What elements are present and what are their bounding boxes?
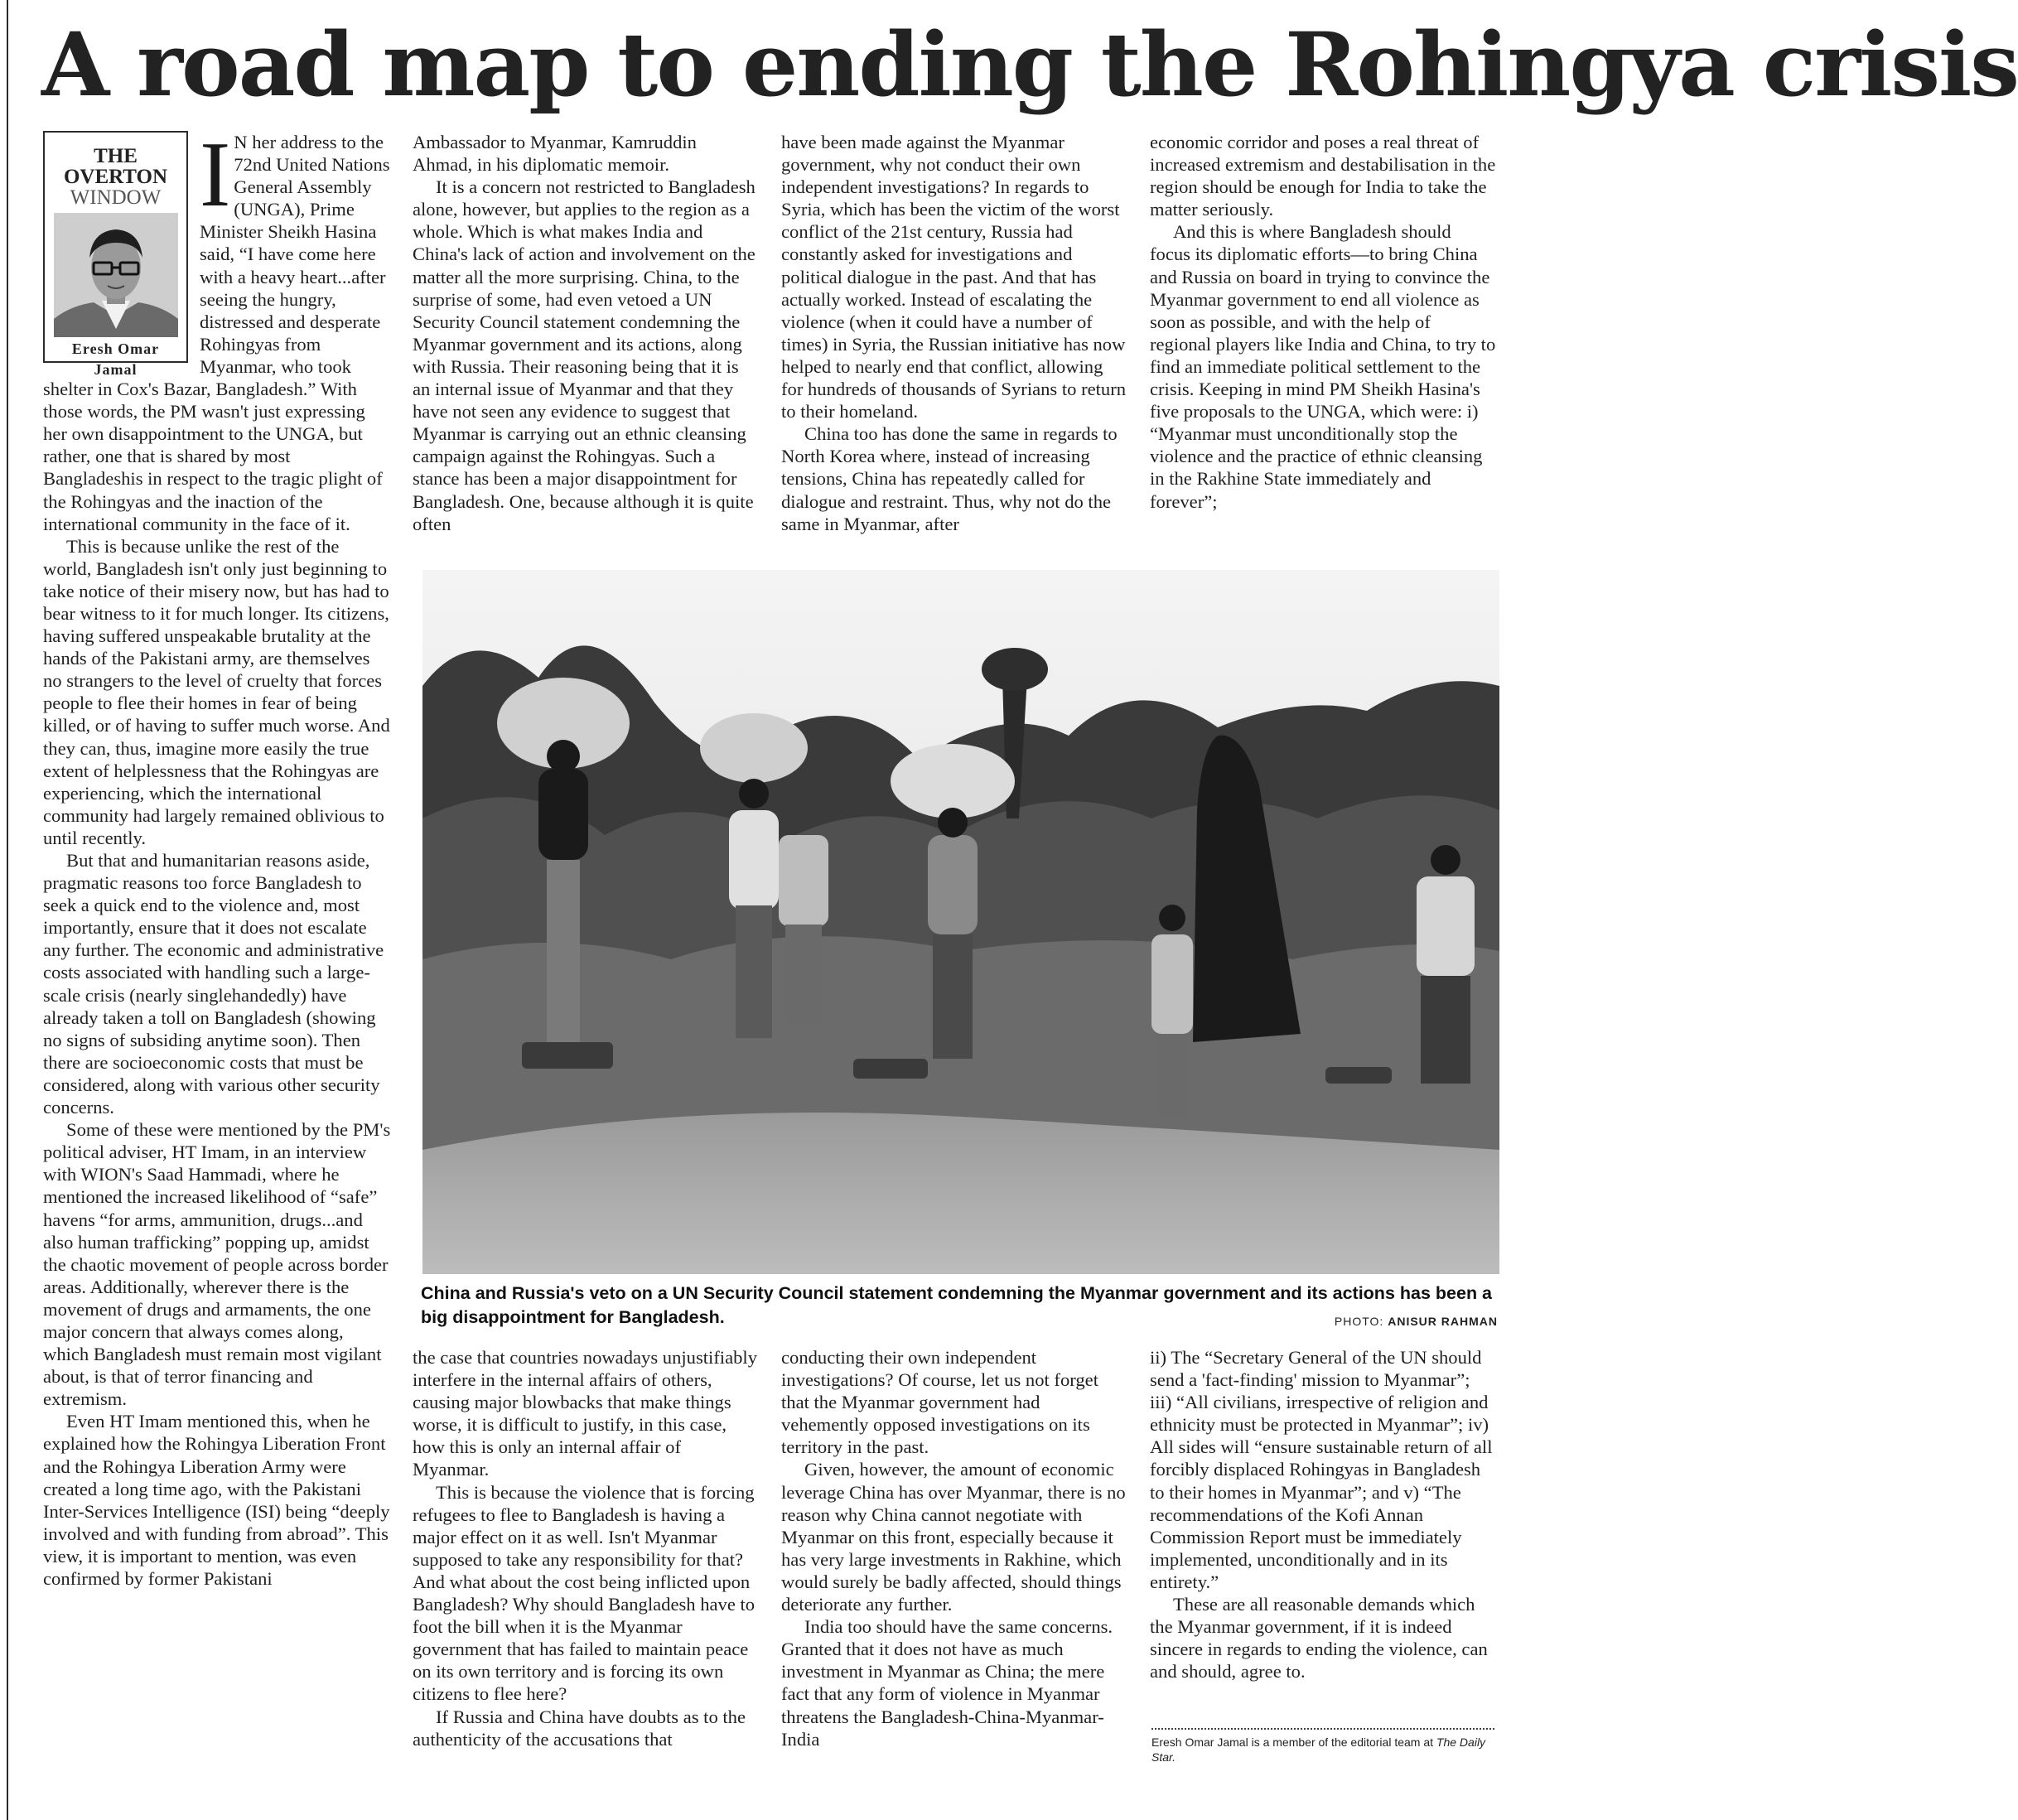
article-photo (422, 570, 1499, 1274)
article-column-1 (43, 123, 391, 1590)
paragraph: Some of these were mentioned by the PM's political adviser, HT Imam, in an interview with WION's Saad Hammadi, where he mentioned the increased likelihood of “safe” havens “for arms, ammunition, drugs...and also human trafficking” popping up, amidst the chaotic movement of people across border areas. Additionally, wherever there is the movement of drugs and armaments, the one major concern that always comes along, which Bangladesh must remain most vigilant about, is that of terror financing and extremism. (43, 1119, 391, 1410)
photo-caption: China and Russia's veto on a UN Security Council statement condemning the Myanmar government and its actions has been a big disappointment for Bangladesh. (421, 1283, 1493, 1327)
paragraph: And this is where Bangladesh should focus its diplomatic efforts—to bring China and Russia on board in trying to convince the Myanmar government to end all violence as soon as possible, and with the help of regional players like India and China, to try to find an immediate political settlement to the crisis. Keeping in mind PM Sheikh Hasina's five proposals to the UNGA, which were: i) “Myanmar must unconditionally stop the violence and the practice of ethnic cleansing in the Rakhine State immediately and forever”; (1150, 221, 1496, 512)
article-column-3-bottom (781, 1346, 1127, 1750)
paragraph: have been made against the Myanmar government, why not conduct their own independent investigations? In regards to Syria, which has been the victim of the worst conflict of the 21st century, Russia had constantly asked for investigations and political dialogue in the past. And that has actually worked. Instead of escalating the violence (when it could have a number of times) in Syria, the Russian initiative has now helped to nearly end that conflict, allowing for hundreds of thousands of Syrians to return to their homeland. (781, 132, 1127, 422)
paragraph: conducting their own independent investigations? Of course, let us not forget that the Myanmar government had vehemently opposed investigations on its territory in the past. (781, 1347, 1098, 1458)
paragraph: Given, however, the amount of economic leverage China has over Myanmar, there is no reason why China cannot negotiate with Myanmar on this front, especially because it has very large investments in Rakhine, which would surely be badly affected, should things deteriorate any further. (781, 1459, 1126, 1615)
author-portrait (54, 213, 178, 337)
paragraph: China too has done the same in regards to North Korea where, instead of increasing tensions, China has repeatedly called for dialogue and restraint. Thus, why not do the same in Myanmar, after (781, 423, 1118, 534)
paragraph: ii) The “Secretary General of the UN should send a 'fact-finding' mission to Myanmar”; iii) “All civilians, irrespective of religion and ethnicity must be protected in Myanmar”; iv) All sides will “ensure sustainable return of all forcibly displaced Rohingyas in Bangladesh to their homes in Myanmar”; and v) “The recommendations of the Kofi Annan Commission Report must be immediately implemented, unconditionally and in its entirety.” (1150, 1347, 1493, 1592)
paragraph: It is a concern not restricted to Bangladesh alone, however, but applies to the region as a whole. Which is what makes India and China's lack of action and involvement on the matter all the more surprising. China, to the surprise of some, had even vetoed a UN Security Council statement condemning the Myanmar government and its actions, along with Russia. Their reasoning being that it is an internal issue of Myanmar and that they have not seen any evidence to suggest that Myanmar is carrying out an ethnic cleansing campaign against the Rohingyas. Such a stance has been a major disappointment for Bangladesh. One, because although it is quite often (413, 176, 756, 534)
paragraph: But that and humanitarian reasons aside, pragmatic reasons too force Bangladesh to seek a quick end to the violence and, most importantly, ensure that it does not escalate any further. The economic and administrative costs associated with handling such a large-scale crisis (nearly singlehandedly) have already taken a toll on Bangladesh (showing no signs of subsiding anytime soon). Then there are socioeconomic costs that must be considered, along with various other security concerns. (43, 850, 384, 1118)
paragraph: These are all reasonable demands which the Myanmar government, if it is indeed sincere in regards to ending the violence, can and should, agree to. (1150, 1594, 1488, 1682)
author-bio (1151, 1735, 1494, 1764)
paragraph: Even HT Imam mentioned this, when he explained how the Rohingya Liberation Front and the Rohingya Liberation Army were created a long time ago, with the Pakistani Inter-Services Intelligence (ISI) being “deeply involved and with funding from abroad”. This view, it is important to mention, was even confirmed by former Pakistani (43, 1411, 390, 1589)
photo-credit-label: PHOTO: (1334, 1315, 1384, 1328)
photo-credit (1335, 1315, 1498, 1328)
article-column-2-top (413, 131, 759, 535)
photo-credit-name: ANISUR RAHMAN (1388, 1315, 1498, 1328)
paragraph: India too should have the same concerns. Granted that it does not have as much investment in Myanmar as China; the mere fact that any form of violence in Myanmar threatens the Bangladesh-China-Myanmar-India (781, 1616, 1113, 1750)
drop-cap: I (200, 123, 231, 226)
paragraph: This is because unlike the rest of the world, Bangladesh isn't only just beginning to take notice of their misery now, but has had to bear witness to it for much longer. Its citizens, having suffered unspeakable brutality at the hands of the Pakistani army, are themselves no strangers to the level of cruelty that forces people to flee their homes in fear of being killed, or of having to suffer much worse. And they can, thus, imagine more easily the true extent of helplessness that the Rohingyas are experiencing, which the international community had largely remained oblivious to until recently. (43, 535, 390, 848)
paragraph: If Russia and China have doubts as to the authenticity of the accusations that (413, 1706, 746, 1750)
paragraph: This is because the violence that is forcing refugees to flee to Bangladesh is having a major effect on it as well. Isn't Myanmar supposed to take any responsibility for that? And what about the cost being inflicted upon Bangladesh? Why should Bangladesh have to foot the bill when it is the Myanmar government that has failed to maintain peace on its own territory and is forcing its own citizens to flee here? (413, 1481, 756, 1705)
article-headline: A road map to ending the Rohingya crisis (41, 12, 2018, 116)
publication-name: The Daily Star. (1151, 1736, 1486, 1764)
paragraph: economic corridor and poses a real threat of increased extremism and destabilisation in the region should be enough for India to take the matter seriously. (1150, 132, 1496, 220)
paragraph: Ambassador to Myanmar, Kamruddin Ahmad, in his diplomatic memoir. (413, 132, 697, 176)
article-column-2-bottom (413, 1346, 759, 1750)
columnist-box (43, 131, 188, 378)
article-column-3-top (781, 131, 1127, 535)
article-column-4-bottom (1150, 1346, 1496, 1682)
article-column-4-top (1150, 131, 1496, 513)
author-name-first: Eresh Omar (71, 340, 160, 357)
page-edge-rule (7, 0, 8, 1820)
column-subtitle: WINDOW (70, 186, 162, 209)
column-title: THE OVERTON (63, 145, 168, 188)
author-name-last: Jamal (94, 361, 138, 378)
bio-divider (1151, 1728, 1494, 1730)
paragraph: the case that countries nowadays unjustifiably interfere in the internal affairs of others, causing major blowbacks that make things worse, it is difficult to justify, in this case, how this is only an internal affair of Myanmar. (413, 1347, 757, 1480)
paragraph: N her address to the 72nd United Nations General Assembly (UNGA), Prime Minister Sheikh Hasina said, “I have come here with a heavy heart...after seeing the hungry, distressed and desperate Rohingyas from Myanmar, who took shelter in Cox's Bazar, Bangladesh.” With those words, the PM wasn't just expressing her own disappointment to the UNGA, but rather, one that is shared by most Bangladeshis in respect to the tragic plight of the Rohingyas and the inaction of the international community in the face of it. (43, 132, 390, 534)
author-bio-text: Eresh Omar Jamal is a member of the editorial team at (1151, 1736, 1434, 1749)
